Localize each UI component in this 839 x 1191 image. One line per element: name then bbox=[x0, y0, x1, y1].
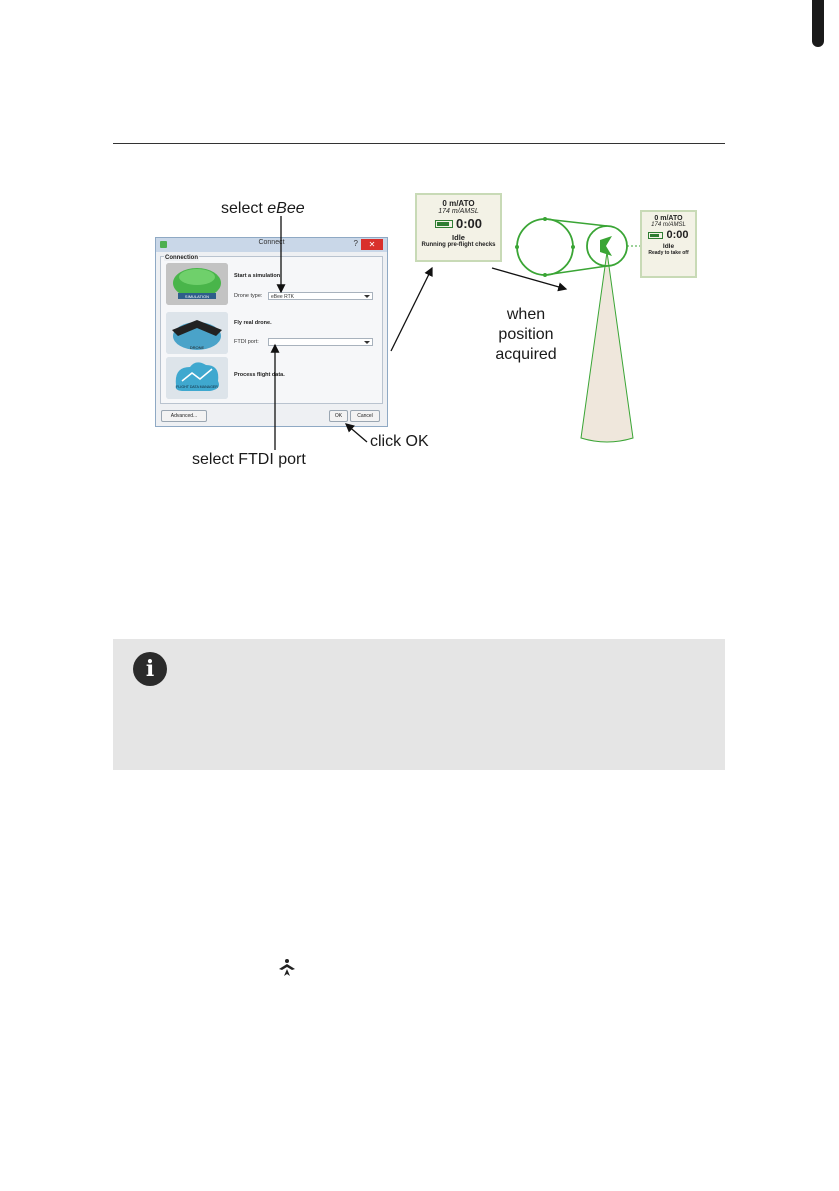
flight-timer bbox=[642, 229, 695, 241]
ftdi-port-label: FTDI port: bbox=[234, 339, 259, 345]
waypoint-dot bbox=[543, 217, 547, 221]
battery-icon bbox=[648, 232, 663, 239]
flight-status-panel-after bbox=[640, 210, 697, 278]
status-message: Ready to take off bbox=[648, 250, 689, 256]
when-position-line1: when position bbox=[498, 306, 554, 343]
flight-timer bbox=[417, 216, 500, 231]
select-ftdi-annotation: select FTDI port bbox=[192, 451, 306, 468]
position-acquired-arrow bbox=[492, 268, 566, 289]
click-ok-arrow bbox=[346, 424, 367, 442]
dialog-title: Connect bbox=[258, 239, 285, 246]
drone-takeoff-icon bbox=[277, 958, 297, 978]
flight-state: Idle bbox=[662, 243, 675, 250]
drone-type-label: Drone type: bbox=[234, 293, 263, 299]
select-ebee-prefix: select bbox=[221, 200, 268, 217]
cancel-button[interactable]: Cancel bbox=[350, 410, 380, 422]
waypoint-dot bbox=[543, 273, 547, 277]
ok-button[interactable]: OK bbox=[329, 410, 348, 422]
flight-path-bottom bbox=[545, 266, 607, 275]
altitude-ato: 0 m/ATO bbox=[654, 215, 683, 222]
status-message: Running pre-flight checks bbox=[421, 242, 496, 248]
when-position-line2: acquired bbox=[495, 346, 557, 363]
start-simulation-text: Start a simulation. bbox=[234, 273, 282, 279]
click-ok-annotation: click OK bbox=[370, 433, 429, 450]
simulation-image-caption: SIMULATION bbox=[184, 294, 210, 299]
drone-type-value: eBee RTK bbox=[271, 294, 294, 300]
fly-real-drone-text: Fly real drone. bbox=[234, 320, 272, 326]
help-button[interactable]: ? bbox=[353, 239, 358, 248]
altitude-amsl: 174 m/AMSL bbox=[438, 208, 479, 215]
flight-path-top bbox=[545, 219, 607, 226]
info-icon: i bbox=[133, 652, 167, 686]
takeoff-cone bbox=[581, 252, 633, 442]
altitude-amsl: 174 m/AMSL bbox=[651, 222, 686, 228]
close-button[interactable]: ✕ bbox=[361, 239, 383, 250]
start-waypoint-circle bbox=[517, 219, 573, 275]
dialog-to-map-arrow bbox=[391, 268, 432, 351]
flight-state: Idle bbox=[452, 233, 465, 242]
battery-icon bbox=[435, 220, 453, 228]
advanced-button[interactable]: Advanced... bbox=[161, 410, 207, 422]
drone-position-icon bbox=[600, 236, 612, 256]
waypoint-dot bbox=[571, 245, 575, 249]
timer-value: 0:00 bbox=[666, 229, 689, 241]
process-flight-data-text: Process flight data. bbox=[234, 372, 285, 378]
select-ebee-emphasis: eBee bbox=[267, 200, 305, 217]
timer-value: 0:00 bbox=[455, 216, 483, 231]
flight-status-panel-before bbox=[415, 193, 502, 262]
connection-group-label: Connection bbox=[165, 255, 198, 261]
altitude-ato: 0 m/ATO bbox=[442, 199, 475, 208]
drone-image-caption: DRONE bbox=[189, 345, 205, 350]
flight-data-image-caption: FLIGHT DATA MANAGER bbox=[176, 385, 218, 389]
waypoint-dot bbox=[515, 245, 519, 249]
note-box bbox=[113, 639, 725, 770]
